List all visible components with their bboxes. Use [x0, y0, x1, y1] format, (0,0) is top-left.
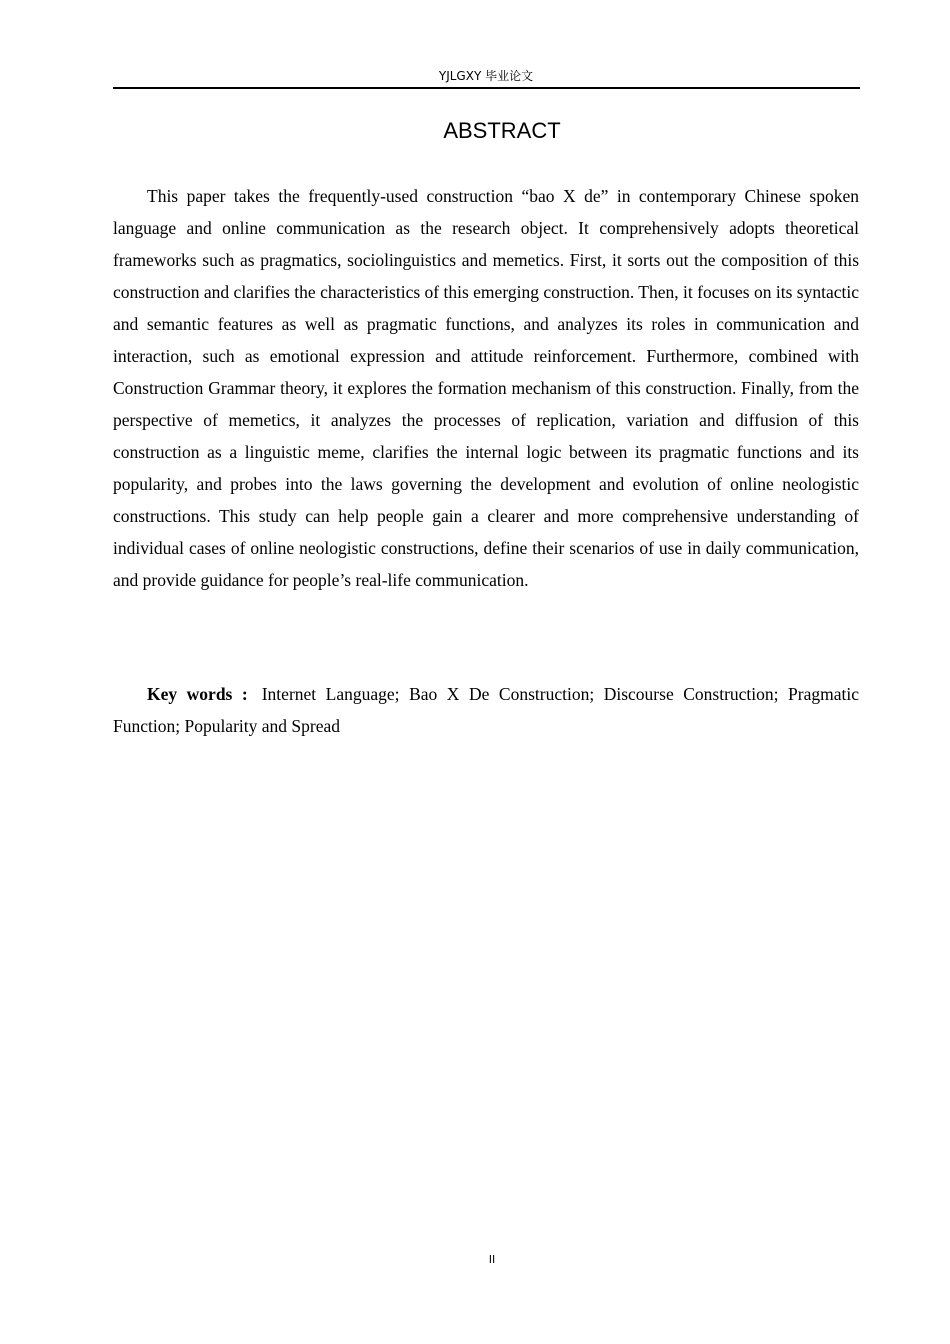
abstract-body: This paper takes the frequently-used construction “bao X de” in contemporary Chinese spoken language and online communication as the research object. It comprehensively adopts theoretical frameworks such as pragmatics, sociolinguistics and memetics. First, it sorts out the composition of this construction and clarifies the characteristics of this emerging construction. Then, it focuses on its syntactic and semantic features as well as pragmatic functions, and analyzes its roles in communication and interaction, such as emotional expression and attitude reinforcement. Furthermore, combined with Construction Grammar theory, it explores the formation mechanism of this construction. Finally, from the perspective of memetics, it analyzes the processes of replication, variation and diffusion of this construction as a linguistic meme, clarifies the internal logic between its pragmatic functions and its popularity, and probes into the laws governing the development and evolution of online neologistic constructions. This study can help people gain a clearer and more comprehensive understanding of individual cases of online neologistic constructions, define their scenarios of use in daily communication, and provide guidance for people’s real-life communication. [113, 186, 859, 590]
abstract-title: ABSTRACT [443, 118, 561, 143]
keywords-paragraph [113, 678, 859, 742]
header-rule [113, 87, 860, 89]
running-header: YJLGXY 毕业论文 [438, 69, 534, 83]
page-number: II [488, 1253, 496, 1266]
keywords-text: Internet Language; Bao X De Construction; Discourse Construction; Pragmatic Function; Popularity and Spread [113, 684, 860, 736]
keywords-label: Key words : [147, 684, 248, 704]
